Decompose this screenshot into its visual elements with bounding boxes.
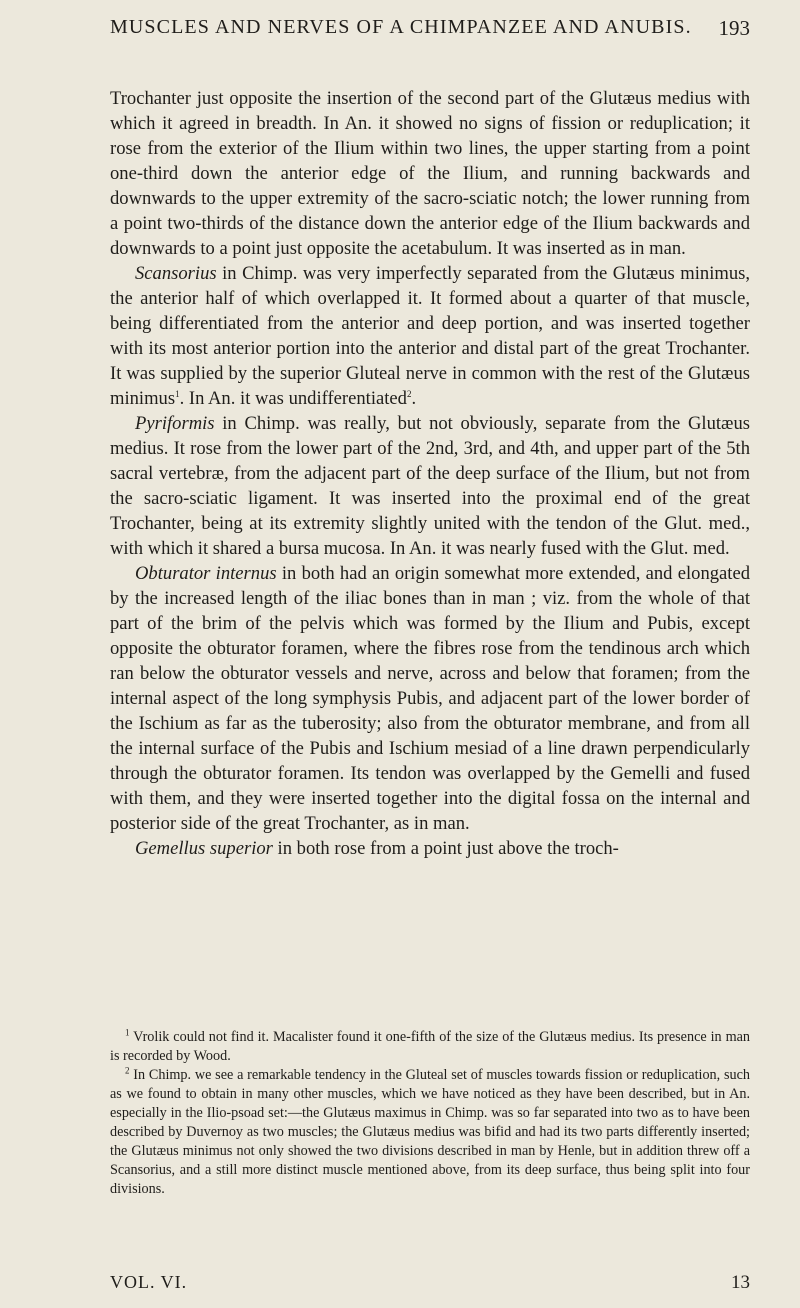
paragraph-gemellus-superior — [110, 836, 750, 861]
paragraph-text: in Chimp. was very imperfectly separated from the Glutæus minimus, the anterior half of which overlapped it. It formed about a quarter of that muscle, being differentiated from the anterior and deep portion, and was inserted together with its most anterior portion into the anterior and distal part of the great Trochanter. It was supplied by the superior Gluteal nerve in common with the rest of the Glutæus minimus — [110, 263, 750, 409]
paragraph-scansorius — [110, 261, 750, 411]
paragraph-text: . — [411, 388, 417, 409]
footnote-text: In Chimp. we see a remarkable tendency in the Gluteal set of muscles towards fission or reduplication, such as we found to obtain in many other muscles, which we have noticed as they have been described, but in An. especially in the Ilio-psoad set:—the Glutæus maximus in Chimp. was so far separated into two as to have been described by Duvernoy as two muscles; the Glutæus medius was bifid and had its two parts differently inserted; the Glutæus minimus not only showed the two divisions described in man by Henle, but in addition threw off a Scansorius, and a still more distinct muscle mentioned above, from its deep surface, thus being split into four divisions. — [110, 1067, 750, 1197]
volume-label: VOL. VI. — [110, 1272, 188, 1292]
body-text — [110, 86, 750, 861]
paragraph-trochanter-continuation: Trochanter just opposite the insertion of the second part of the Glutæus medius with which it agreed in breadth. In An. it showed no signs of fission or reduplication; it rose from the exterior of the Ilium within two lines, the upper starting from a point one-third down the anterior edge of the Ilium, and running backwards and downwards to the upper extremity of the sacro-sciatic notch; the lower running from a point two-thirds of the distance down the anterior edge of the Ilium backwards and downwards to a point just opposite the acetabulum. It was inserted as in man. — [110, 88, 750, 259]
paragraph-text: in Chimp. was really, but not obviously, separate from the Glutæus medius. It rose from the lower part of the 2nd, 3rd, and 4th, and upper part of the 5th sacral vertebræ, from the adjacent part of the deep surface of the Ilium, but not from the sacro-sciatic ligament. It was inserted into the proximal end of the great Trochanter, being at its extremity slightly united with the tendon of the Glut. med., with which it shared a bursa mucosa. In An. it was nearly fused with the Glut. med. — [110, 413, 750, 559]
footnote-marker: 2 — [125, 1065, 130, 1076]
muscle-name-gemellus-superior: Gemellus superior — [135, 838, 273, 859]
signature-mark: 13 — [731, 1272, 750, 1293]
footnotes — [110, 1028, 750, 1199]
page-header — [110, 16, 750, 52]
muscle-name-obturator-internus: Obturator internus — [135, 563, 277, 584]
paragraph-text: in both rose from a point just above the troch- — [272, 838, 619, 859]
footnote-ref-1[interactable]: 1 — [175, 388, 180, 399]
page-number: 193 — [718, 16, 750, 40]
paragraph-pyriformis — [110, 411, 750, 561]
footnote-2 — [110, 1066, 750, 1199]
page-footer — [110, 1272, 750, 1296]
paragraph-text: . In An. it was undifferentiated — [179, 388, 407, 409]
paragraph-obturator-internus — [110, 561, 750, 836]
muscle-name-pyriformis: Pyriformis — [135, 413, 215, 434]
footnote-ref-2[interactable]: 2 — [406, 388, 412, 399]
muscle-name-scansorius: Scansorius — [135, 263, 217, 284]
running-title: MUSCLES AND NERVES OF A CHIMPANZEE AND ANUBIS. — [110, 16, 692, 38]
footnote-text: Vrolik could not find it. Macalister found it one-fifth of the size of the Glutæus medius. Its presence in man is recorded by Wood. — [110, 1029, 750, 1064]
footnote-1 — [110, 1028, 750, 1066]
paragraph-text: in both had an origin somewhat more extended, and elongated by the increased length of the iliac bones than in man ; viz. from the whole of that part of the brim of the pelvis which was formed by the Ilium and Pubis, except opposite the obturator foramen, where the fibres rose from the tendinous arch which ran below the obturator vessels and nerve, across and below that foramen; from the internal aspect of the long symphysis Pubis, and adjacent part of the lower border of the Ischium as far as the tuberosity; also from the obturator membrane, and from all the internal surface of the Pubis and Ischium mesiad of a line drawn perpendicularly through the obturator foramen. Its tendon was overlapped by the Gemelli and fused with them, and they were inserted together into the digital fossa on the internal and posterior side of the great Trochanter, as in man. — [110, 563, 750, 834]
footnote-marker: 1 — [125, 1027, 130, 1038]
